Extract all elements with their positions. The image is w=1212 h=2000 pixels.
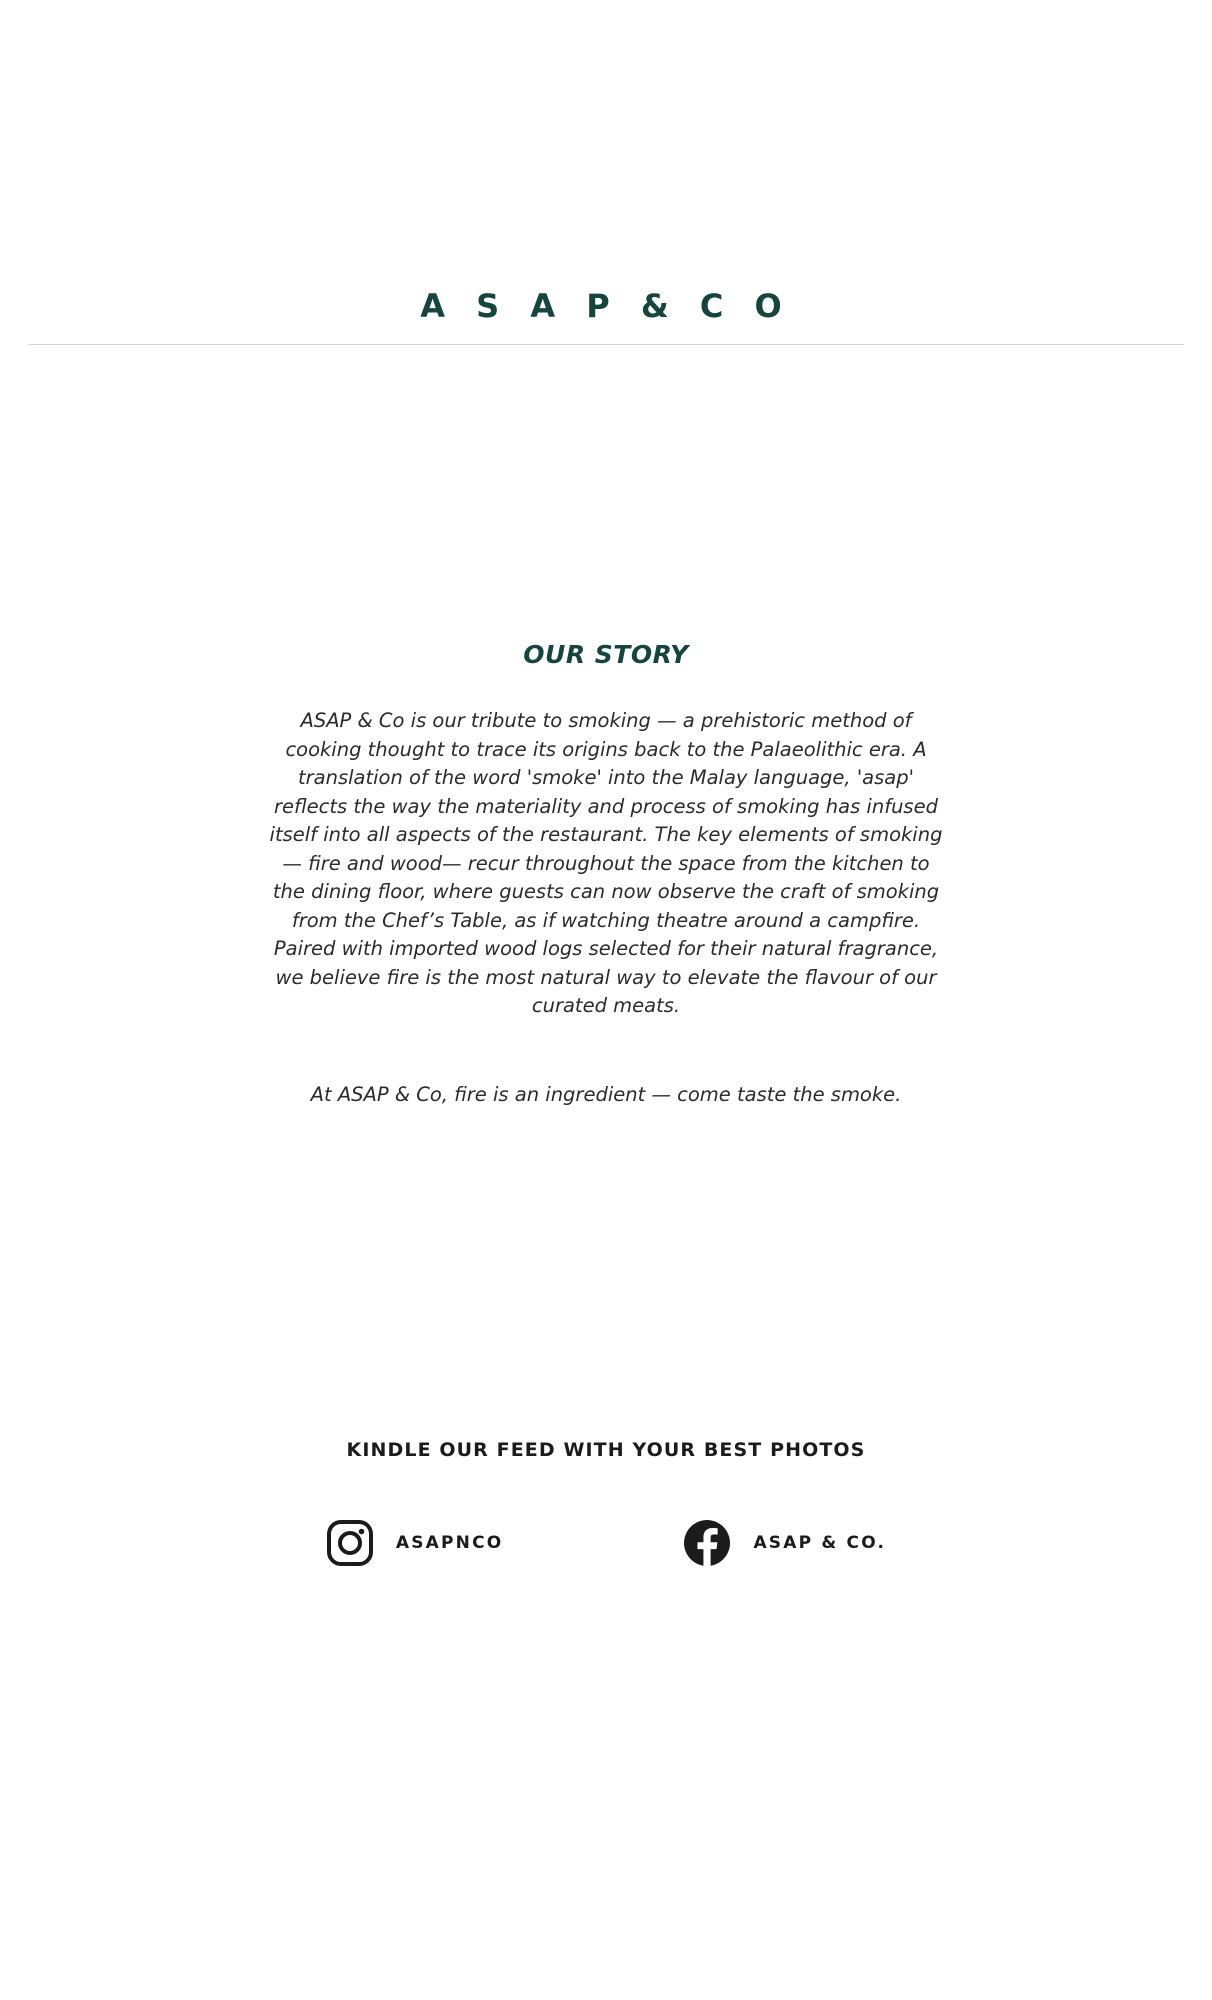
page-title: OUR STORY bbox=[523, 640, 689, 669]
header-divider bbox=[28, 344, 1184, 345]
facebook-icon bbox=[683, 1519, 731, 1567]
site-footer bbox=[0, 1439, 1212, 1817]
social-label-instagram: ASAPNCO bbox=[395, 1533, 504, 1553]
instagram-icon bbox=[326, 1519, 374, 1567]
social-label-facebook: ASAP & CO. bbox=[753, 1533, 887, 1553]
footer-heading: KINDLE OUR FEED WITH YOUR BEST PHOTOS bbox=[346, 1439, 866, 1461]
social-link-instagram[interactable] bbox=[326, 1519, 504, 1567]
story-body-text: ASAP & Co is our tribute to smoking — a prehistoric method of cooking thought to trace its origins back to the Palaeolithic era. A translation of the word 'smoke' into the Malay language, 'asap' reflects the way the materiality and process of smoking has infused itself into all aspects of the restaurant. The key elements of smoking — fire and wood— recur throughout the space from the kitchen to the dining floor, where guests can now observe the craft of smoking from the Chef’s Table, as if watching theatre around a campfire. Paired with imported wood logs selected for their natural fragrance, we believe fire is the most natural way to elevate the flavour of our curated meats. bbox=[269, 709, 943, 1017]
social-link-facebook[interactable] bbox=[683, 1519, 886, 1567]
social-links bbox=[0, 1519, 1212, 1567]
site-header bbox=[0, 0, 1212, 345]
brand-wordmark[interactable]: A S A P & C O bbox=[420, 287, 792, 325]
our-story-section bbox=[0, 640, 1212, 1109]
story-closing-text: At ASAP & Co, fire is an ingredient — come taste the smoke. bbox=[310, 1082, 902, 1106]
